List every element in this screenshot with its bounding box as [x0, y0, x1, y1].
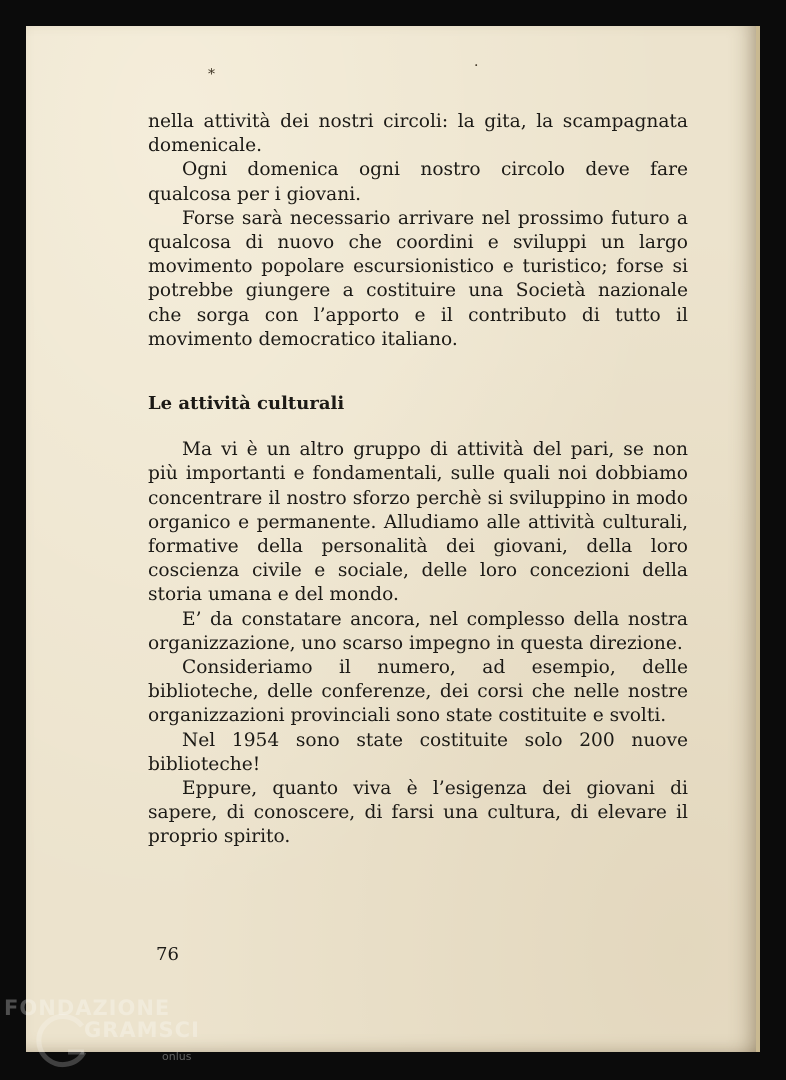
paragraph: Forse sarà necessario arrivare nel prossimo futuro a qualcosa di nuovo che coordini e sviluppi un largo movimento popolare escursionistico e turistico; forse si potrebbe giungere a costituire una Società nazionale che sorga con l’apporto e il contributo di tutto il movimento democratico italiano. — [148, 207, 688, 350]
paragraph: Eppure, quanto viva è l’esigenza dei giovani di sapere, di conoscere, di farsi una cultura, di elevare il proprio spirito. — [148, 778, 688, 848]
watermark-text: FONDAZIONE — [4, 996, 171, 1020]
watermark-text: GRAMSCI — [84, 1018, 200, 1042]
page-number: 76 — [156, 944, 179, 965]
paragraph: nella attività dei nostri circoli: la gita, la scampagnata domenicale. — [148, 111, 688, 157]
print-speck: · — [474, 58, 479, 74]
watermark-text: onlus — [162, 1050, 192, 1063]
paragraph: E’ da constatare ancora, nel complesso della nostra organizzazione, uno scarso impegno in questa direzione. — [148, 608, 688, 654]
paragraph: Ma vi è un altro gruppo di attività del pari, se non più importanti e fondamentali, sulle quali noi dobbiamo concentrare il nostro sforzo perchè si sviluppino in modo organico e permanente. Alludiamo alle attività culturali, formative della personalità dei giovani, della loro coscienza civile e sociale, delle loro concezioni della storia umana e del mondo. — [148, 439, 688, 606]
archive-watermark — [4, 992, 204, 1080]
body-text — [148, 110, 688, 850]
section-heading: Le attività culturali — [148, 393, 345, 415]
paragraph: Nel 1954 sono state costituite solo 200 nuove biblioteche! — [148, 729, 688, 775]
paragraph: Consideriamo il numero, ad esempio, delle biblioteche, delle conferenze, dei corsi che nelle nostre organizzazioni provinciali sono state costituite e svolti. — [148, 657, 688, 727]
print-speck: ⁎ — [208, 62, 215, 78]
paragraph: Ogni domenica ogni nostro circolo deve fare qualcosa per i giovani. — [148, 159, 688, 205]
